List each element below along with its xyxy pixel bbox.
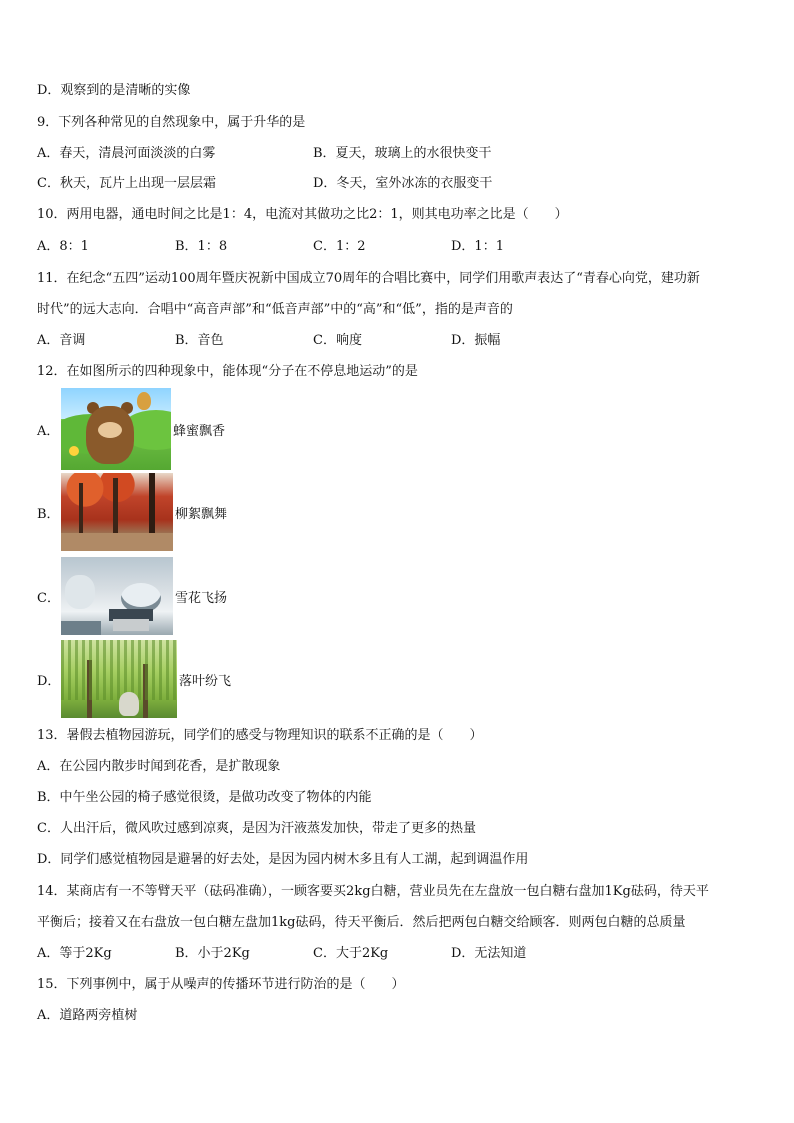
q9-option-c: C．秋天，瓦片上出现一层层霜 <box>37 176 216 191</box>
q12-option-b-letter: B． <box>37 506 60 522</box>
q12-option-a-image <box>61 388 171 470</box>
q15-option-a: A．道路两旁植树 <box>37 1008 138 1023</box>
q11-stem-line1: 11．在纪念“五四”运动100周年暨庆祝新中国成立70周年的合唱比赛中，同学们用歌声表达了“青春心向党，建功新 <box>37 271 700 286</box>
q12-option-d-caption: 落叶纷飞 <box>179 673 232 689</box>
q12-option-c <box>37 557 227 635</box>
q13-stem: 13．暑假去植物园游玩，同学们的感受与物理知识的联系不正确的是（ ） <box>37 728 483 743</box>
q9-option-a: A．春天，清晨河面淡淡的白雾 <box>37 146 216 161</box>
q12-option-a <box>37 388 225 470</box>
q9-stem: 9．下列各种常见的自然现象中，属于升华的是 <box>37 115 306 130</box>
q13-option-b: B．中午坐公园的椅子感觉很烫，是做功改变了物体的内能 <box>37 790 372 805</box>
q12-option-b-image <box>61 473 173 551</box>
q11-option-a: A．音调 <box>37 333 86 348</box>
q13-option-d: D．同学们感觉植物园是避暑的好去处，是因为园内树木多且有人工湖，起到调温作用 <box>37 852 529 867</box>
q12-option-d-letter: D． <box>37 673 61 689</box>
q15-stem: 15．下列事例中，属于从噪声的传播环节进行防治的是（ ） <box>37 977 405 992</box>
q10-option-b: B．1：8 <box>175 239 228 254</box>
q14-option-d: D．无法知道 <box>451 946 527 961</box>
q12-option-a-caption: 蜂蜜飘香 <box>173 423 226 439</box>
q10-option-a: A．8：1 <box>37 239 89 254</box>
q8-option-d: D．观察到的是清晰的实像 <box>37 83 191 98</box>
q14-options <box>37 945 589 963</box>
q13-option-c: C．人出汗后，微风吹过感到凉爽，是因为汗液蒸发加快，带走了更多的热量 <box>37 821 476 836</box>
q13-option-a: A．在公园内散步时闻到花香，是扩散现象 <box>37 759 281 774</box>
q12-option-c-image <box>61 557 173 635</box>
q12-option-b-caption: 柳絮飘舞 <box>175 506 228 522</box>
q12-option-c-caption: 雪花飞扬 <box>175 590 228 606</box>
q12-option-a-letter: A． <box>37 423 60 439</box>
q9-options-row1 <box>37 145 589 163</box>
q11-options <box>37 332 589 350</box>
q10-option-d: D．1：1 <box>451 239 504 254</box>
q12-option-c-letter: C． <box>37 590 60 606</box>
q14-stem-line1: 14．某商店有一不等臂天平（砝码准确），一顾客要买2kg白糖，营业员先在左盘放一包白糖右盘加1Kg砝码，待天平 <box>37 884 709 899</box>
q10-option-c: C．1：2 <box>313 239 366 254</box>
q11-option-d: D．振幅 <box>451 333 501 348</box>
q14-option-c: C．大于2Kg <box>313 946 389 961</box>
q11-option-b: B．音色 <box>175 333 224 348</box>
q14-stem-line2: 平衡后；接着又在右盘放一包白糖左盘加1kg砝码，待天平衡后．然后把两包白糖交给顾客．则两包白糖的总质量 <box>37 915 686 930</box>
q14-option-a: A．等于2Kg <box>37 946 112 961</box>
q10-stem: 10．两用电器，通电时间之比是1：4，电流对其做功之比2：1，则其电功率之比是（ ） <box>37 207 568 222</box>
q12-option-d-image <box>61 640 177 718</box>
q14-option-b: B．小于2Kg <box>175 946 250 961</box>
q11-stem-line2: 时代”的远大志向．合唱中“高音声部”和“低音声部”中的“高”和“低”，指的是声音的 <box>37 302 513 317</box>
q10-options <box>37 238 589 256</box>
q12-option-b <box>37 473 227 551</box>
q11-option-c: C．响度 <box>313 333 362 348</box>
q9-options-row2 <box>37 175 589 193</box>
q9-option-d: D．冬天，室外冰冻的衣服变干 <box>313 176 493 191</box>
q12-option-d <box>37 640 231 718</box>
q9-option-b: B．夏天，玻璃上的水很快变干 <box>313 146 492 161</box>
q12-stem: 12．在如图所示的四种现象中，能体现“分子在不停息地运动”的是 <box>37 364 418 379</box>
